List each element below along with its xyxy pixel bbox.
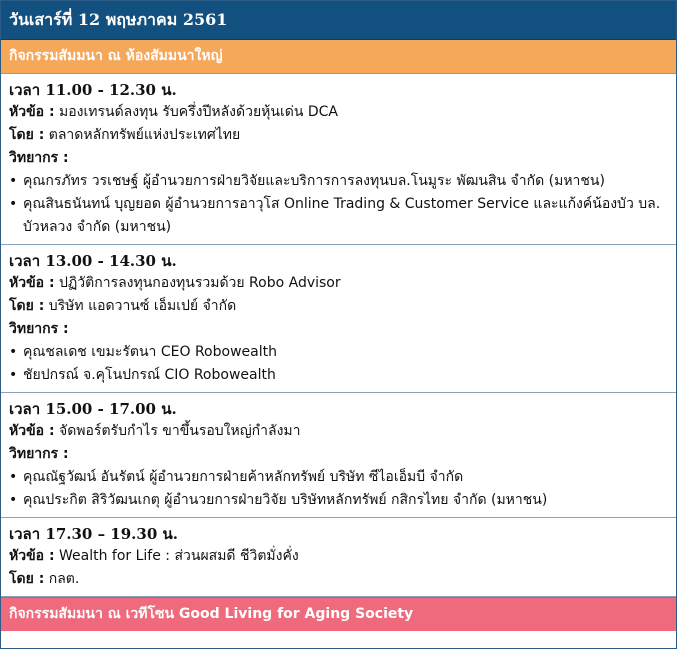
session-block bbox=[1, 245, 676, 393]
session-topic bbox=[9, 545, 668, 568]
speaker-item: • คุณสินธนันทน์ บุญยอด ผู้อำนวยการอาวุโส Online Trading & Customer Service และแก้งค์น้องบัว บล. บัวหลวง จำกัด (มหาชน) bbox=[9, 193, 668, 239]
session-block bbox=[1, 393, 676, 518]
topic-label: หัวข้อ : bbox=[9, 104, 55, 120]
speaker-list bbox=[9, 466, 668, 512]
speaker-item: • คุณณัฐวัฒน์ อันรัตน์ ผู้อำนวยการฝ่ายค้าหลักทรัพย์ บริษัท ซีไอเอ็มบี จำกัด bbox=[9, 466, 668, 489]
session-organizer bbox=[9, 295, 668, 318]
topic-text: ปฏิวัติการลงทุนกองทุนรวมด้วย Robo Advisor bbox=[59, 275, 341, 291]
speaker-list bbox=[9, 170, 668, 239]
section-header-good-living: กิจกรรมสัมมนา ณ เวทีโซน Good Living for Aging Society bbox=[1, 597, 676, 631]
by-label: โดย : bbox=[9, 298, 45, 314]
topic-text: จัดพอร์ตรับกำไร ขาขึ้นรอบใหญ่กำลังมา bbox=[59, 423, 301, 439]
topic-text: มองเทรนด์ลงทุน รับครึ่งปีหลังด้วยหุ้นเด่น DCA bbox=[59, 104, 338, 120]
topic-label: หัวข้อ : bbox=[9, 423, 55, 439]
session-topic bbox=[9, 101, 668, 124]
speaker-item: • คุณชลเดช เขมะรัตนา CEO Robowealth bbox=[9, 341, 668, 364]
section-header-main-hall: กิจกรรมสัมมนา ณ ห้องสัมมนาใหญ่ bbox=[1, 40, 676, 74]
session-organizer bbox=[9, 568, 668, 591]
topic-label: หัวข้อ : bbox=[9, 275, 55, 291]
speaker-item: • คุณประกิต สิริวัฒนเกตุ ผู้อำนวยการฝ่ายวิจัย บริษัทหลักทรัพย์ กสิกรไทย จำกัด (มหาชน) bbox=[9, 489, 668, 512]
session-topic bbox=[9, 420, 668, 443]
speaker-item: • คุณกรภัทร วรเชษฐ์ ผู้อำนวยการฝ่ายวิจัยและบริการการลงทุนบล.โนมูระ พัฒนสิน จำกัด (มหาชน) bbox=[9, 170, 668, 193]
speakers-label: วิทยากร : bbox=[9, 150, 69, 166]
topic-text: Wealth for Life : ส่วนผสมดี ชีวิตมั่งคั่ง bbox=[59, 548, 299, 564]
organizer-text: บริษัท แอดวานซ์ เอ็มเปย์ จำกัด bbox=[48, 298, 237, 314]
speakers-label: วิทยากร : bbox=[9, 321, 69, 337]
session-time: เวลา 15.00 - 17.00 น. bbox=[9, 400, 177, 418]
session-time: เวลา 17.30 – 19.30 น. bbox=[9, 525, 178, 543]
session-block bbox=[1, 74, 676, 245]
organizer-text: กลต. bbox=[48, 571, 80, 587]
speakers-label: วิทยากร : bbox=[9, 446, 69, 462]
session-topic bbox=[9, 272, 668, 295]
speaker-item: • ชัยปกรณ์ จ.คุโนปกรณ์ CIO Robowealth bbox=[9, 364, 668, 387]
session-time: เวลา 11.00 - 12.30 น. bbox=[9, 81, 177, 99]
session-organizer bbox=[9, 124, 668, 147]
session-time: เวลา 13.00 - 14.30 น. bbox=[9, 252, 177, 270]
by-label: โดย : bbox=[9, 127, 45, 143]
speaker-list bbox=[9, 341, 668, 387]
date-header: วันเสาร์ที่ 12 พฤษภาคม 2561 bbox=[1, 1, 676, 40]
by-label: โดย : bbox=[9, 571, 45, 587]
topic-label: หัวข้อ : bbox=[9, 548, 55, 564]
session-block bbox=[1, 518, 676, 597]
organizer-text: ตลาดหลักทรัพย์แห่งประเทศไทย bbox=[48, 127, 241, 143]
